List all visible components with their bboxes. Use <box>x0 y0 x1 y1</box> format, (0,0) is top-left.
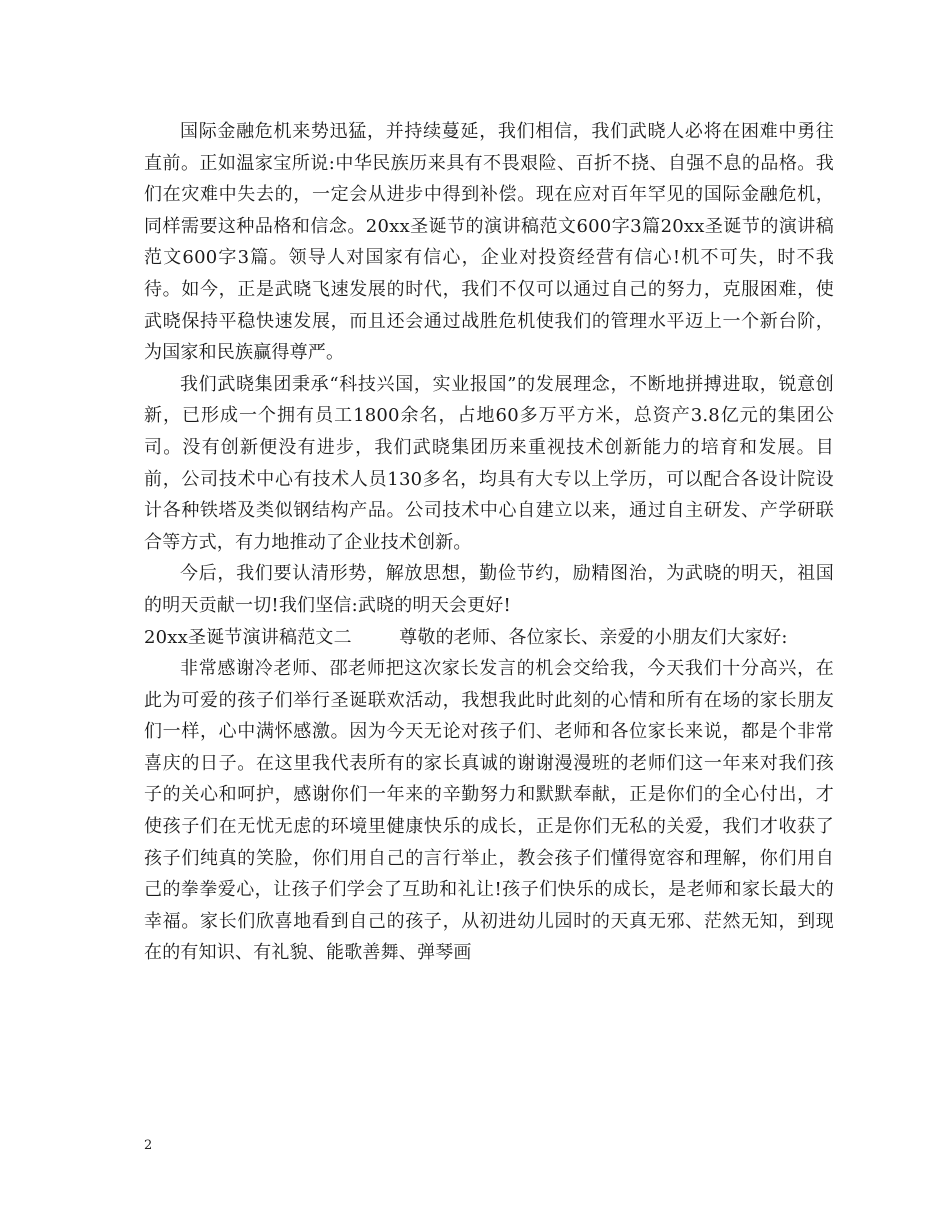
paragraph-financial-crisis: 国际金融危机来势迅猛，并持续蔓延，我们相信，我们武晓人必将在困难中勇往直前。正如温家宝所说:中华民族历来具有不畏艰险、百折不挠、自强不息的品格。我们在灾难中失去的，一定会从进步中得到补偿。现在应对百年罕见的国际金融危机，同样需要这种品格和信念。20xx圣诞节的演讲稿范文600字3篇20xx圣诞节的演讲稿范文600字3篇。领导人对国家有信心，企业对投资经营有信心!机不可失，时不我待。如今，正是武晓飞速发展的时代，我们不仅可以通过自己的努力，克服困难，使武晓保持平稳快速发展，而且还会通过战胜危机使我们的管理水平迈上一个新台阶，为国家和民族赢得尊严。 <box>144 121 834 364</box>
speech-two-heading: 20xx圣诞节演讲稿范文二 尊敬的老师、各位家长、亲爱的小朋友们大家好: <box>144 626 788 648</box>
paragraph-thanks-teachers: 非常感谢冷老师、邵老师把这次家长发言的机会交给我，今天我们十分高兴，在此为可爱的孩子们举行圣诞联欢活动，我想我此时此刻的心情和所有在场的家长朋友们一样，心中满怀感激。因为今天无论对孩子们、老师和各位家长来说，都是个非常喜庆的日子。在这里我代表所有的家长真诚的谢谢漫漫班的老师们这一年来对我们孩子的关心和呵护，感谢你们一年来的辛勤努力和默默奉献，正是你们的全心付出，才使孩子们在无忧无虑的环境里健康快乐的成长，正是你们无私的关爱，我们才收获了孩子们纯真的笑脸，你们用自己的言行举止，教会孩子们懂得宽容和理解，你们用自己的拳拳爱心，让孩子们学会了互助和礼让!孩子们快乐的成长，是老师和家长最大的幸福。家长们欣喜地看到自己的孩子，从初进幼儿园时的天真无邪、茫然无知，到现在的有知识、有礼貌、能歌善舞、弹琴画 <box>144 658 834 964</box>
paragraph-future: 今后，我们要认清形势，解放思想，勤俭节约，励精图治，为武晓的明天，祖国的明天贡献一切!我们坚信:武晓的明天会更好! <box>144 563 834 616</box>
paragraph-group-innovation: 我们武晓集团秉承“科技兴国，实业报国”的发展理念，不断地拼搏进取，锐意创新，已形成一个拥有员工1800余名，占地60多万平方米，总资产3.8亿元的集团公司。没有创新便没有进步，我们武晓集团历来重视技术创新能力的培育和发展。目前，公司技术中心有技术人员130多名，均具有大专以上学历，可以配合各设计院设计各种铁塔及类似钢结构产品。公司技术中心自建立以来，通过自主研发、产学研联合等方式，有力地推动了企业技术创新。 <box>144 373 834 553</box>
document-body <box>144 116 834 969</box>
page-number: 2 <box>144 1138 153 1153</box>
